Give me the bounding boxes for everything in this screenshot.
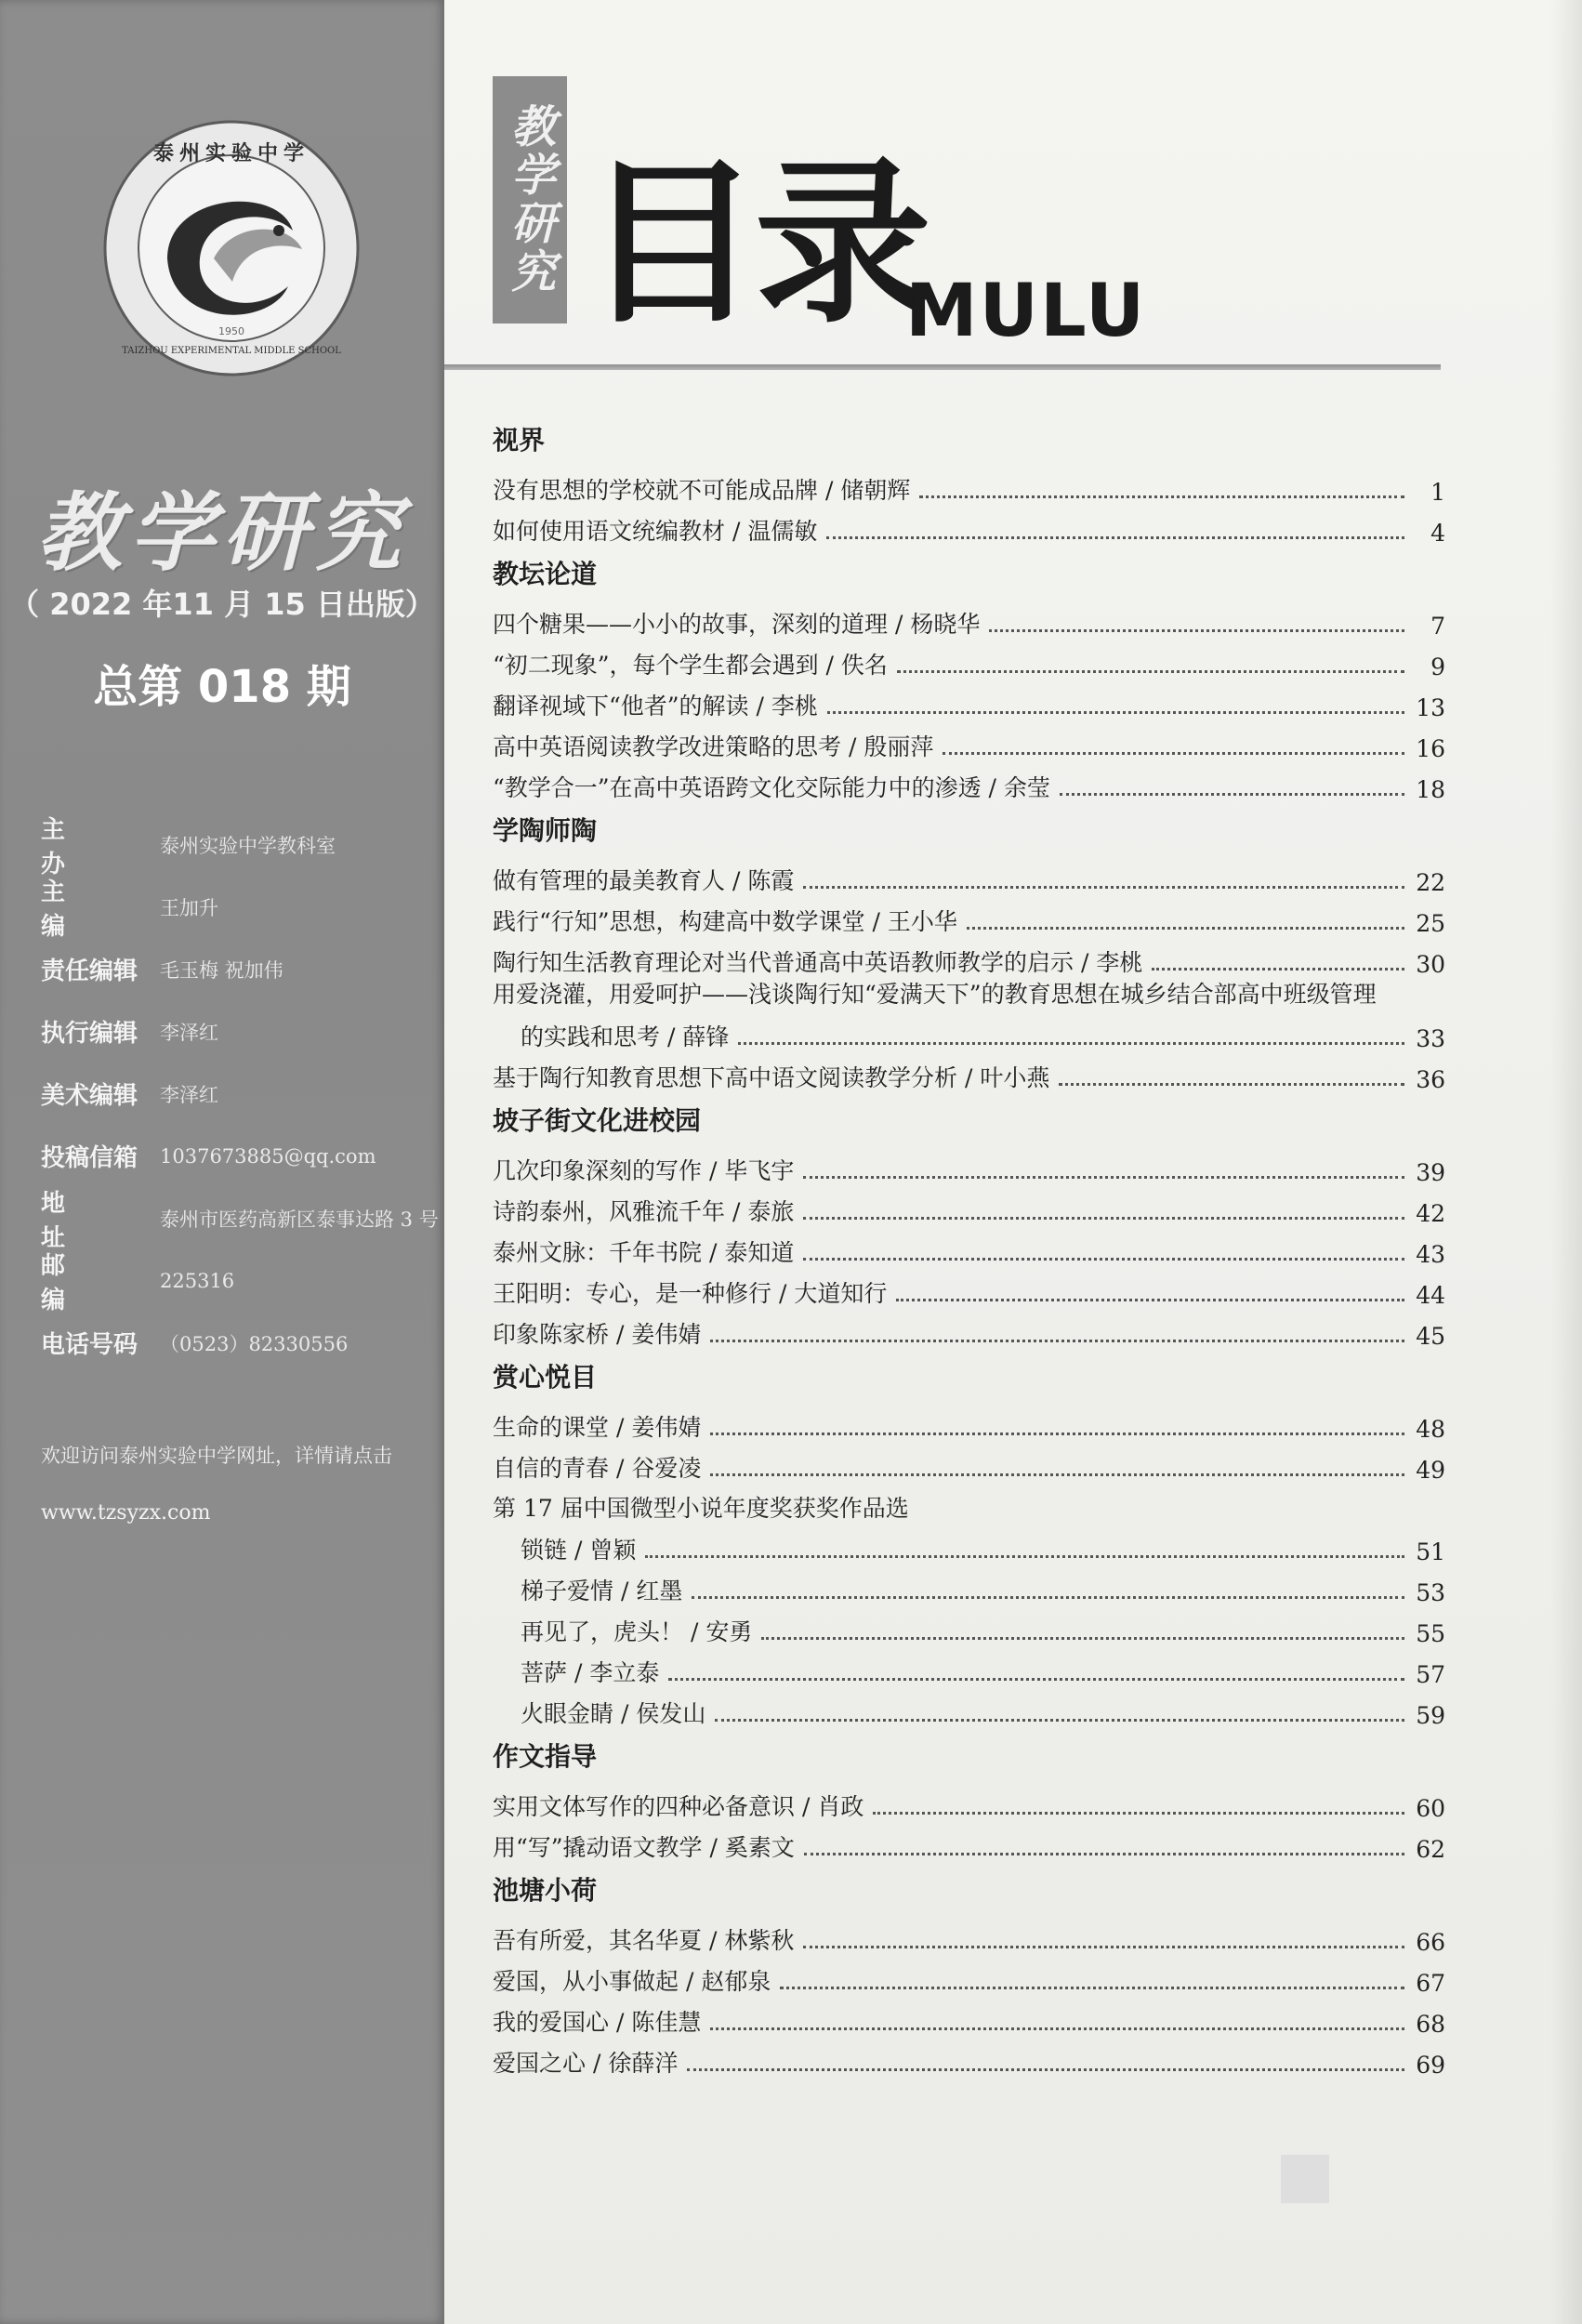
toc-entry-title: 如何使用语文统编教材 / 温儒敏 — [493, 518, 818, 545]
toc-entry-title: 泰州文脉：千年书院 / 泰知道 — [493, 1239, 795, 1266]
toc-entry[interactable] — [493, 1011, 1445, 1052]
toc-entry[interactable] — [493, 2038, 1445, 2079]
dot-leader — [804, 1853, 1404, 1855]
masthead-row — [41, 876, 450, 941]
dot-leader — [710, 2027, 1404, 2030]
dot-leader — [1059, 1083, 1404, 1086]
toc-entry[interactable] — [493, 680, 1445, 721]
page-title-en: MULU — [905, 270, 1147, 353]
masthead-label-text: 主编 — [41, 878, 101, 941]
dot-leader — [803, 1217, 1404, 1220]
table-of-contents — [493, 413, 1445, 2079]
title-divider — [444, 364, 1441, 370]
toc-entry[interactable] — [493, 855, 1445, 896]
toc-page-number: 22 — [1416, 869, 1445, 896]
toc-entry[interactable] — [493, 721, 1445, 762]
masthead-value: 王加升 — [160, 896, 218, 919]
dot-leader — [780, 1987, 1404, 1989]
magazine-title: 教学研究 — [35, 482, 408, 583]
page-edge-shadow — [1550, 0, 1582, 2324]
masthead-label-text: 美术编辑 — [41, 1082, 138, 1110]
masthead-value: （0523）82330556 — [160, 1332, 349, 1355]
toc-entry-title: 没有思想的学校就不可能成品牌 / 储朝辉 — [493, 477, 911, 504]
toc-page-number: 16 — [1416, 735, 1445, 762]
masthead-label-text: 电话号码 — [41, 1331, 138, 1359]
dot-leader — [803, 886, 1404, 889]
toc-entry-title: 基于陶行知教育思想下高中语文阅读教学分析 / 叶小燕 — [493, 1064, 1050, 1091]
masthead-label — [41, 811, 154, 879]
toc-entry[interactable] — [493, 1647, 1445, 1688]
bleed-through-text — [1104, 121, 1337, 138]
dot-leader — [738, 1042, 1404, 1045]
toc-page-number: 43 — [1416, 1241, 1445, 1268]
toc-page-number: 45 — [1416, 1323, 1445, 1350]
masthead-value: 225316 — [160, 1269, 235, 1292]
left-panel — [0, 0, 444, 2324]
masthead-row — [41, 1063, 450, 1125]
visit-text: 欢迎访问泰州实验中学网址，详情请点击 — [41, 1445, 392, 1467]
dot-leader — [1152, 968, 1404, 971]
toc-entry[interactable] — [493, 1956, 1445, 1997]
toc-page-number: 18 — [1416, 776, 1445, 803]
toc-entry-title: 我的爱国心 / 陈佳慧 — [493, 2009, 702, 2036]
masthead-row — [41, 1249, 450, 1312]
masthead-label — [41, 1326, 154, 1360]
logo-top-text: 泰州实验中学 — [152, 141, 310, 165]
toc-page-number: 68 — [1416, 2011, 1445, 2038]
toc-entry-title: 践行“行知”思想，构建高中数学课堂 / 王小华 — [493, 908, 957, 935]
masthead-label — [41, 1184, 154, 1253]
toc-entry-title: 高中英语阅读教学改进策略的思考 / 殷丽萍 — [493, 733, 934, 760]
toc-entry-title: 再见了，虎头！ / 安勇 — [521, 1618, 753, 1645]
toc-page-number: 44 — [1416, 1282, 1445, 1309]
toc-page-number: 53 — [1416, 1579, 1445, 1606]
toc-entry-title: 梯子爱情 / 红墨 — [521, 1578, 683, 1604]
toc-entry-title: 锁链 / 曾颖 — [521, 1537, 637, 1564]
toc-entry-title: 做有管理的最美教育人 / 陈霞 — [493, 867, 795, 894]
masthead-label-text: 地址 — [41, 1189, 101, 1252]
toc-page-number: 9 — [1430, 654, 1445, 680]
toc-entry-title: 陶行知生活教育理论对当代普通高中英语教师教学的启示 / 李桃 — [493, 949, 1143, 976]
toc-entry[interactable] — [493, 1186, 1445, 1227]
masthead-label-text: 邮编 — [41, 1251, 101, 1314]
logo-year: 1950 — [218, 325, 244, 337]
dot-leader — [897, 670, 1404, 673]
toc-entry[interactable] — [493, 1145, 1445, 1186]
toc-page-number: 4 — [1430, 520, 1445, 547]
toc-entry[interactable] — [493, 1915, 1445, 1956]
toc-entry[interactable] — [493, 465, 1445, 506]
dot-leader — [692, 1596, 1404, 1599]
section-heading: 池塘小荷 — [493, 1875, 598, 1906]
masthead-label-text: 责任编辑 — [41, 957, 138, 985]
toc-entry[interactable] — [493, 599, 1445, 640]
toc-page-number: 60 — [1416, 1795, 1445, 1822]
toc-page-number: 48 — [1416, 1416, 1445, 1443]
school-logo — [102, 119, 361, 377]
issue-number: 总第 018 期 — [93, 661, 351, 713]
logo-ring-text: TAIZHOU EXPERIMENTAL MIDDLE SCHOOL — [122, 346, 341, 356]
toc-page-number: 1 — [1430, 479, 1445, 506]
toc-page-number: 57 — [1416, 1661, 1445, 1688]
masthead-value: 毛玉梅 祝加伟 — [160, 958, 283, 982]
toc-entry-title: 自信的青春 / 谷爱凌 — [493, 1455, 702, 1482]
toc-entry[interactable] — [493, 1268, 1445, 1309]
toc-page-number: 62 — [1416, 1836, 1445, 1863]
toc-page-number: 7 — [1430, 613, 1445, 640]
dot-leader — [967, 927, 1404, 930]
toc-entry-title: 诗韵泰州，风雅流千年 / 泰旅 — [493, 1198, 795, 1225]
toc-page-number: 59 — [1416, 1702, 1445, 1729]
toc-page-number: 69 — [1416, 2052, 1445, 2079]
toc-entry[interactable] — [493, 1606, 1445, 1647]
toc-entry[interactable] — [493, 1227, 1445, 1268]
masthead-row — [41, 1125, 450, 1187]
toc-entry-title: 印象陈家桥 / 姜伟婧 — [493, 1321, 702, 1348]
masthead-label — [41, 1139, 154, 1173]
toc-entry-title: 生命的课堂 / 姜伟婧 — [493, 1414, 702, 1441]
dot-leader — [827, 711, 1404, 714]
toc-page-number: 42 — [1416, 1200, 1445, 1227]
toc-entry[interactable] — [493, 1781, 1445, 1822]
toc-entry[interactable] — [493, 1443, 1445, 1484]
toc-entry[interactable] — [493, 1525, 1445, 1565]
toc-entry-title: 用“写”撬动语文教学 / 奚素文 — [493, 1834, 795, 1861]
toc-page-number: 51 — [1416, 1538, 1445, 1565]
dot-leader — [919, 495, 1404, 498]
dot-leader — [803, 1176, 1404, 1179]
toc-entry-title-line1[interactable]: 用爱浇灌，用爱呵护——浅谈陶行知“爱满天下”的教育思想在城乡结合部高中班级管理 — [493, 981, 1377, 1008]
toc-page-number: 25 — [1416, 910, 1445, 937]
masthead-label-text: 主办 — [41, 815, 101, 878]
toc-entry[interactable] — [493, 1402, 1445, 1443]
dot-leader — [1060, 793, 1404, 796]
masthead-value: 李泽红 — [160, 1083, 218, 1106]
vertical-banner — [493, 76, 567, 324]
masthead-label — [41, 873, 154, 942]
toc-entry[interactable] — [493, 762, 1445, 803]
dot-leader — [710, 1473, 1404, 1476]
dot-leader — [803, 1946, 1404, 1948]
publication-date: （ 2022 年11 月 15 日出版） — [9, 587, 435, 622]
page-number-box — [1281, 2155, 1329, 2203]
dot-leader — [803, 1258, 1404, 1261]
toc-entry-title: “初二现象”，每个学生都会遇到 / 佚名 — [493, 652, 888, 679]
masthead-row — [41, 938, 450, 1000]
toc-entry-title: 四个糖果——小小的故事，深刻的道理 / 杨晓华 — [493, 611, 981, 638]
toc-entry-title: “教学合一”在高中英语跨文化交际能力中的渗透 / 余莹 — [493, 774, 1050, 801]
masthead-label-text: 投稿信箱 — [41, 1144, 138, 1172]
toc-entry[interactable] — [493, 1997, 1445, 2038]
masthead-row — [41, 1187, 450, 1252]
masthead-label — [41, 952, 154, 986]
toc-entry[interactable] — [493, 1309, 1445, 1350]
toc-page-number: 67 — [1416, 1970, 1445, 1997]
toc-entry-title: 菩萨 / 李立泰 — [521, 1659, 660, 1686]
toc-page-number: 30 — [1416, 951, 1445, 978]
toc-page-number: 36 — [1416, 1066, 1445, 1093]
masthead-row — [41, 1312, 450, 1374]
section-heading: 学陶师陶 — [493, 815, 598, 846]
section-heading: 教坛论道 — [493, 559, 598, 589]
section-heading: 坡子街文化进校园 — [493, 1105, 702, 1136]
toc-entry-title: 火眼金睛 / 侯发山 — [521, 1700, 706, 1727]
dot-leader — [826, 536, 1404, 539]
masthead-value: 李泽红 — [160, 1021, 218, 1044]
dot-leader — [645, 1555, 1404, 1558]
dot-leader — [668, 1678, 1404, 1681]
toc-page-number: 39 — [1416, 1159, 1445, 1186]
toc-entry-title: 翻译视域下“他者”的解读 / 李桃 — [493, 693, 818, 720]
toc-entry-title: 实用文体写作的四种必备意识 / 肖政 — [493, 1793, 864, 1820]
website-link[interactable]: www.tzsyzx.com — [41, 1501, 211, 1525]
masthead-label — [41, 1014, 154, 1049]
masthead-label — [41, 1247, 154, 1315]
toc-entry[interactable] — [493, 1565, 1445, 1606]
toc-entry[interactable] — [493, 506, 1445, 547]
dot-leader — [710, 1433, 1404, 1435]
toc-entry-title: 爱国之心 / 徐薛洋 — [493, 2050, 679, 2077]
toc-entry[interactable] — [493, 1052, 1445, 1093]
dot-leader — [989, 629, 1404, 632]
toc-entry-title: 王阳明：专心，是一种修行 / 大道知行 — [493, 1280, 888, 1307]
dot-leader — [943, 752, 1404, 755]
toc-entry[interactable] — [493, 896, 1445, 937]
toc-page-number: 49 — [1416, 1457, 1445, 1484]
section-heading: 作文指导 — [493, 1741, 598, 1772]
masthead-label — [41, 1076, 154, 1111]
masthead-value: 泰州实验中学教科室 — [160, 834, 336, 857]
toc-entry[interactable] — [493, 1688, 1445, 1729]
masthead — [41, 813, 450, 1374]
toc-page-number: 33 — [1416, 1025, 1445, 1052]
dot-leader — [710, 1340, 1404, 1342]
toc-entry-title: 吾有所爱，其名华夏 / 林紫秋 — [493, 1927, 795, 1954]
toc-entry-title: 的实践和思考 / 薛锋 — [521, 1023, 730, 1050]
dot-leader — [873, 1812, 1404, 1815]
toc-page-number: 66 — [1416, 1929, 1445, 1956]
section-heading: 赏心悦目 — [493, 1362, 598, 1393]
section-heading: 视界 — [493, 425, 546, 456]
contents-page — [444, 0, 1582, 2324]
banner-text: 教学研究 — [503, 103, 556, 297]
toc-page-number: 13 — [1416, 694, 1445, 721]
masthead-row — [41, 1000, 450, 1063]
toc-page-number: 55 — [1416, 1620, 1445, 1647]
dot-leader — [761, 1637, 1404, 1640]
toc-entry[interactable] — [493, 1822, 1445, 1863]
toc-entry[interactable] — [493, 640, 1445, 680]
toc-entry[interactable] — [493, 937, 1445, 978]
dot-leader — [715, 1719, 1404, 1722]
masthead-value: 1037673885@qq.com — [160, 1144, 376, 1168]
dot-leader — [896, 1299, 1404, 1301]
toc-entry-title: 爱国，从小事做起 / 赵郁泉 — [493, 1968, 771, 1995]
masthead-label-text: 执行编辑 — [41, 1020, 138, 1048]
masthead-row — [41, 813, 450, 876]
masthead-value: 泰州市医药高新区泰事达路 3 号 — [160, 1208, 439, 1231]
dot-leader — [687, 2068, 1404, 2071]
page-title: 目录 — [584, 141, 927, 347]
toc-entry-title: 几次印象深刻的写作 / 毕飞宇 — [493, 1157, 795, 1184]
toc-subheading: 第 17 届中国微型小说年度奖获奖作品选 — [493, 1495, 909, 1522]
